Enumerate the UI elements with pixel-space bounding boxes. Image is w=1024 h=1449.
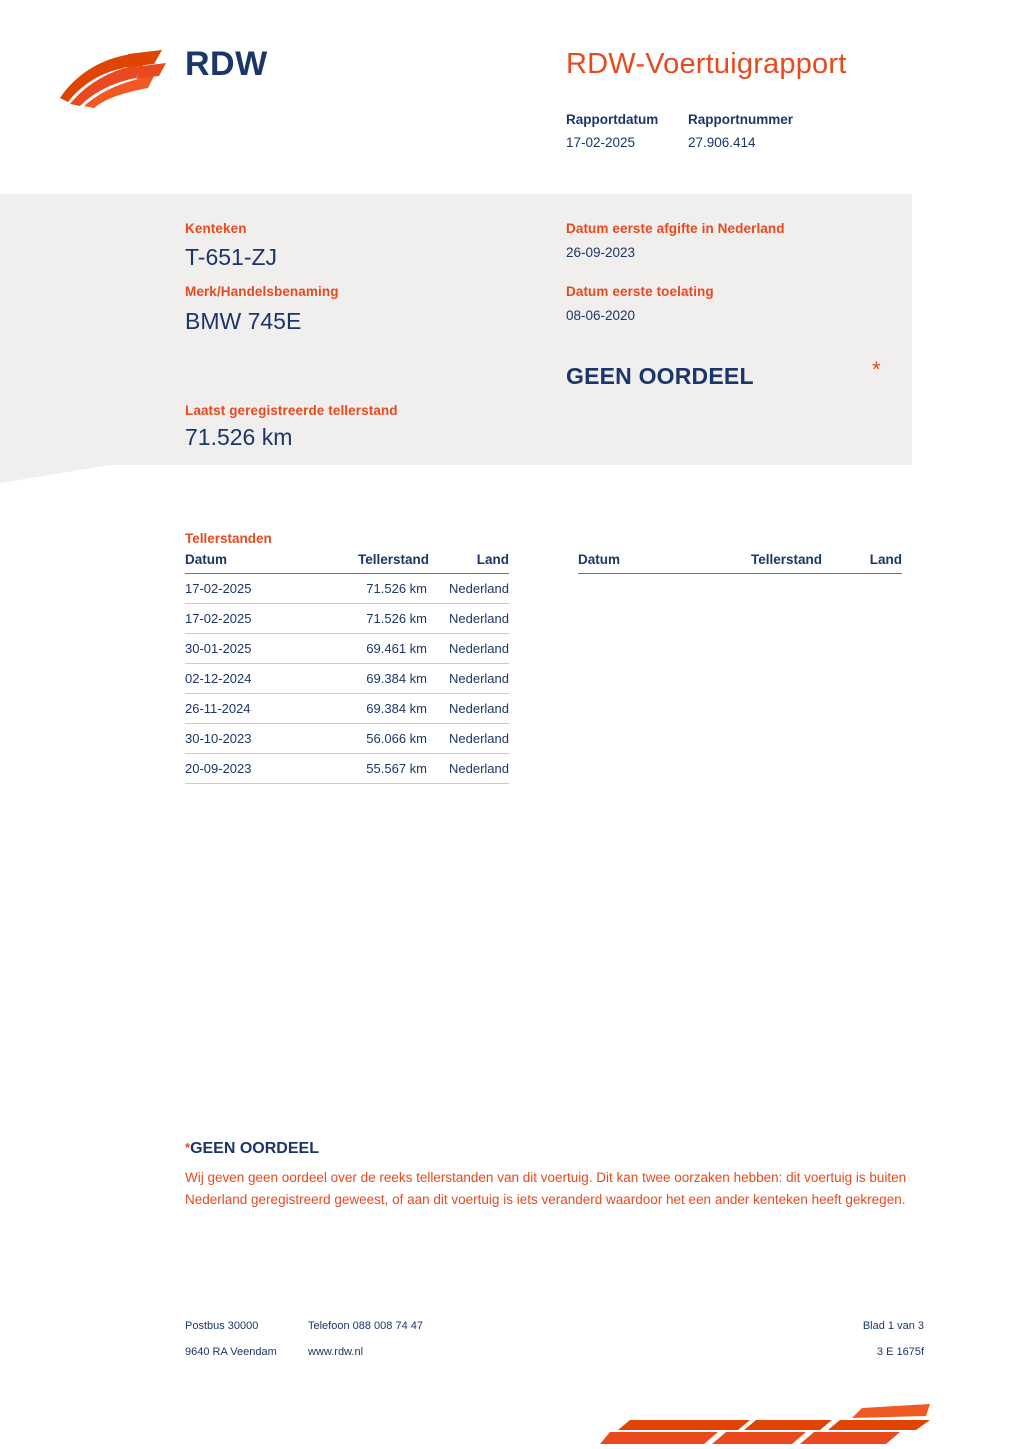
tellerstanden-title: Tellerstanden <box>185 531 272 546</box>
cell-datum: 17-02-2025 <box>185 604 319 634</box>
laatste-tellerstand-label: Laatst geregistreerde tellerstand <box>185 403 398 418</box>
cell-land: Nederland <box>429 664 509 694</box>
datum-eerste-toelating-label: Datum eerste toelating <box>566 284 714 299</box>
datum-eerste-toelating-value: 08-06-2020 <box>566 308 636 323</box>
cell-tellerstand: 71.526 km <box>319 574 429 604</box>
table-row <box>185 604 509 634</box>
rdw-swoosh-logo-icon <box>58 48 168 110</box>
rapportdatum-value: 17-02-2025 <box>566 135 636 150</box>
cell-land: Nederland <box>429 694 509 724</box>
cell-land: Nederland <box>429 754 509 784</box>
footnote-text: Wij geven geen oordeel over de reeks tellerstanden van dit voertuig. Dit kan twee oorzaken hebben: dit voertuig is buiten Nederland geregistreerd geweest, of aan dit voertuig is iets veranderd waardoor het een ander kenteken heeft gekregen. <box>185 1170 907 1207</box>
table-header-row <box>578 552 902 574</box>
merk-handelsbenaming-value: BMW 745E <box>185 308 302 334</box>
footnote-block <box>185 1140 915 1211</box>
tellerstanden-table-left <box>185 552 509 784</box>
cell-tellerstand: 69.384 km <box>319 694 429 724</box>
rapportnummer-value: 27.906.414 <box>688 135 756 150</box>
rapportdatum-label: Rapportdatum <box>566 112 659 127</box>
table-row <box>185 754 509 784</box>
column-header-datum: Datum <box>185 552 319 574</box>
laatste-tellerstand-value: 71.526 km <box>185 424 293 450</box>
panel-corner-notch <box>0 465 110 483</box>
footnote-title: GEEN OORDEEL <box>190 1140 319 1157</box>
kenteken-value: T-651-ZJ <box>185 244 278 270</box>
table-row <box>185 574 509 604</box>
footer-form-number: 3 E 1675f <box>876 1346 924 1358</box>
rapportnummer-label: Rapportnummer <box>688 112 794 127</box>
cell-land: Nederland <box>429 634 509 664</box>
datum-eerste-afgifte-value: 26-09-2023 <box>566 245 636 260</box>
page-title: RDW-Voertuigrapport <box>566 48 847 80</box>
column-header-land: Land <box>429 552 509 574</box>
cell-tellerstand: 71.526 km <box>319 604 429 634</box>
cell-datum: 20-09-2023 <box>185 754 319 784</box>
footer-postbus: Postbus 30000 <box>185 1320 259 1332</box>
tellerstanden-table-right <box>578 552 902 574</box>
column-header-land: Land <box>822 552 902 574</box>
table-row <box>185 694 509 724</box>
cell-land: Nederland <box>429 724 509 754</box>
table-row <box>185 664 509 694</box>
cell-tellerstand: 55.567 km <box>319 754 429 784</box>
rdw-footer-graphic-icon <box>600 1398 930 1444</box>
cell-land: Nederland <box>429 604 509 634</box>
table-header-row <box>185 552 509 574</box>
cell-datum: 26-11-2024 <box>185 694 319 724</box>
cell-datum: 17-02-2025 <box>185 574 319 604</box>
footer-telefoon: Telefoon 088 008 74 47 <box>308 1320 423 1332</box>
document-header <box>0 0 1024 190</box>
oordeel-footnote-marker: * <box>872 357 881 382</box>
cell-tellerstand: 69.384 km <box>319 664 429 694</box>
cell-tellerstand: 56.066 km <box>319 724 429 754</box>
footnote-marker: * <box>185 1140 191 1155</box>
footer-page-number: Blad 1 van 3 <box>862 1320 924 1332</box>
footnote-heading <box>185 1140 915 1158</box>
column-header-tellerstand: Tellerstand <box>319 552 429 574</box>
table-row <box>185 724 509 754</box>
cell-land: Nederland <box>429 574 509 604</box>
cell-datum: 30-10-2023 <box>185 724 319 754</box>
cell-datum: 30-01-2025 <box>185 634 319 664</box>
rdw-wordmark: RDW <box>185 45 268 83</box>
kenteken-label: Kenteken <box>185 221 247 236</box>
column-header-datum: Datum <box>578 552 712 574</box>
cell-datum: 02-12-2024 <box>185 664 319 694</box>
footer-plaats: 9640 RA Veendam <box>185 1346 277 1358</box>
footer-website[interactable]: www.rdw.nl <box>308 1346 364 1358</box>
merk-handelsbenaming-label: Merk/Handelsbenaming <box>185 284 339 299</box>
datum-eerste-afgifte-label: Datum eerste afgifte in Nederland <box>566 221 785 236</box>
column-header-tellerstand: Tellerstand <box>712 552 822 574</box>
table-row <box>185 634 509 664</box>
cell-tellerstand: 69.461 km <box>319 634 429 664</box>
oordeel-status-badge: GEEN OORDEEL <box>566 363 754 389</box>
